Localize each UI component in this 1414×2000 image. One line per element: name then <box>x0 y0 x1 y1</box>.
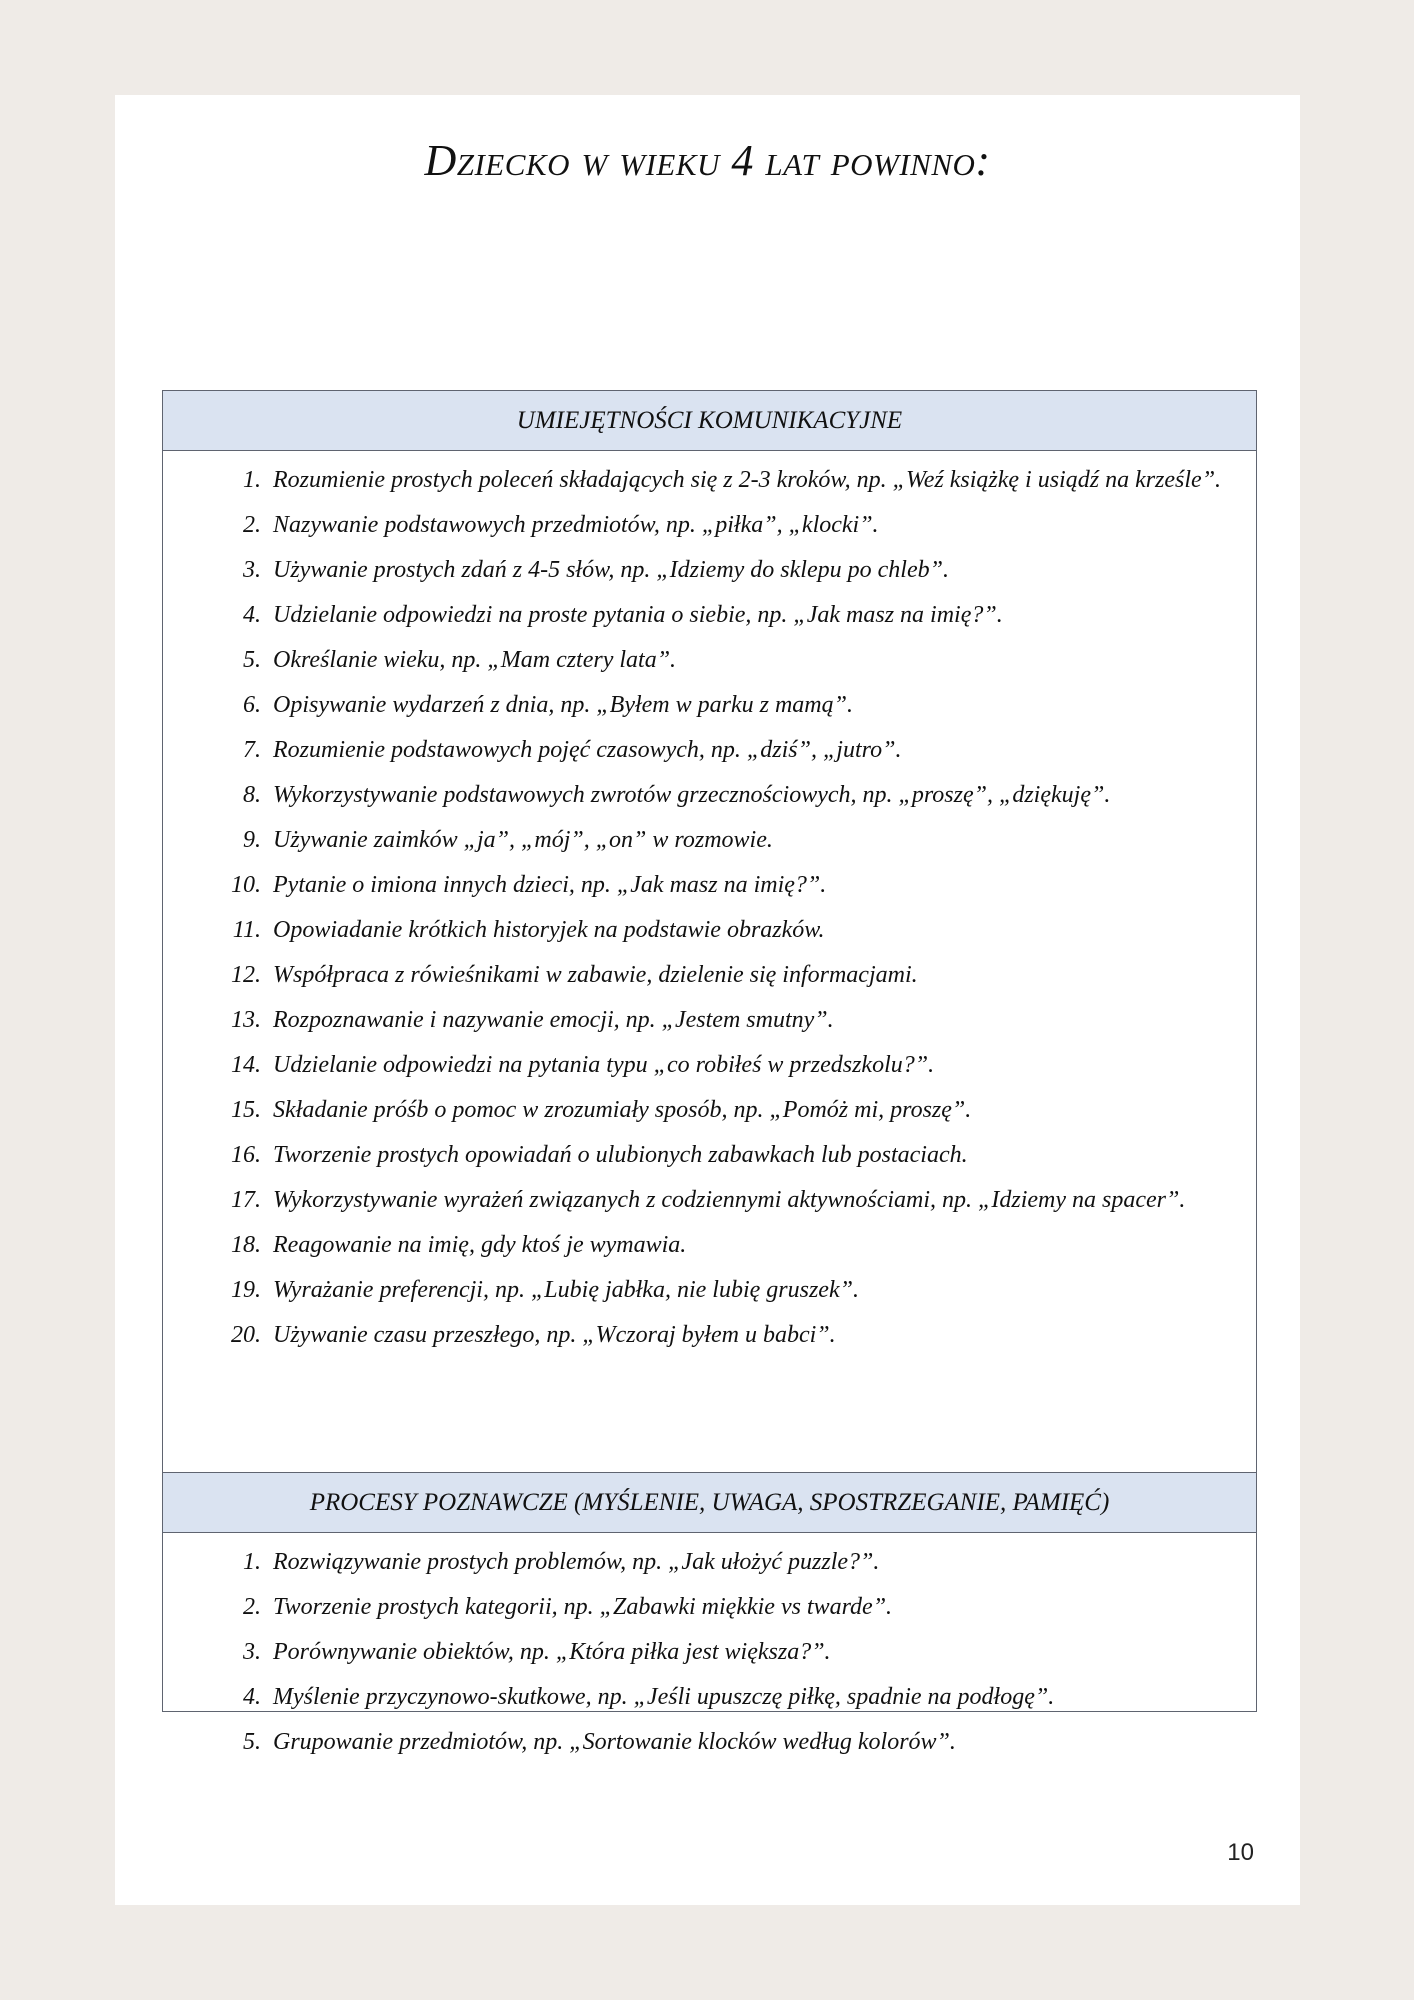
item-text: Wyrażanie preferencji, np. „Lubię jabłka, nie lubię gruszek”. <box>273 1277 859 1303</box>
item-number: 18. <box>231 1232 261 1258</box>
list-item <box>219 735 1226 765</box>
item-number: 20. <box>231 1322 261 1348</box>
list-item <box>219 1637 1226 1667</box>
item-number: 2. <box>243 512 261 538</box>
list-item <box>219 1005 1226 1035</box>
item-text: Rozwiązywanie prostych problemów, np. „Jak ułożyć puzzle?”. <box>273 1549 880 1575</box>
item-number: 15. <box>231 1097 261 1123</box>
item-number: 11. <box>232 917 261 943</box>
item-number: 14. <box>231 1052 261 1078</box>
item-text: Myślenie przyczynowo-skutkowe, np. „Jeśli upuszczę piłkę, spadnie na podłogę”. <box>273 1684 1055 1710</box>
list-item <box>219 1275 1226 1305</box>
item-text: Porównywanie obiektów, np. „Która piłka jest większa?”. <box>273 1639 831 1665</box>
page-number: 10 <box>1227 1839 1254 1866</box>
item-number: 8. <box>243 782 261 808</box>
list-item <box>219 645 1226 675</box>
item-number: 16. <box>231 1142 261 1168</box>
item-number: 5. <box>243 1729 261 1755</box>
item-text: Reagowanie na imię, gdy ktoś je wymawia. <box>273 1232 687 1258</box>
list-item <box>219 1095 1226 1125</box>
section-heading: PROCESY POZNAWCZE (MYŚLENIE, UWAGA, SPOSTRZEGANIE, PAMIĘĆ) <box>163 1473 1256 1533</box>
list-item <box>219 555 1226 585</box>
item-text: Tworzenie prostych opowiadań o ulubionych zabawkach lub postaciach. <box>273 1142 968 1168</box>
section-communication <box>162 390 1257 1473</box>
item-number: 3. <box>243 1639 261 1665</box>
item-text: Rozumienie podstawowych pojęć czasowych, np. „dziś”, „jutro”. <box>273 737 902 763</box>
item-number: 2. <box>243 1594 261 1620</box>
item-number: 12. <box>231 962 261 988</box>
item-number: 5. <box>243 647 261 673</box>
list-item <box>219 1050 1226 1080</box>
item-text: Tworzenie prostych kategorii, np. „Zabawki miękkie vs twarde”. <box>273 1594 893 1620</box>
item-text: Nazywanie podstawowych przedmiotów, np. „piłka”, „klocki”. <box>273 512 879 538</box>
item-text: Udzielanie odpowiedzi na proste pytania o siebie, np. „Jak masz na imię?”. <box>273 602 1003 628</box>
list-item <box>219 825 1226 855</box>
item-text: Udzielanie odpowiedzi na pytania typu „co robiłeś w przedszkolu?”. <box>273 1052 935 1078</box>
list-item <box>219 1682 1226 1712</box>
list-item <box>219 1320 1226 1350</box>
list-item <box>219 510 1226 540</box>
item-number: 1. <box>243 1549 261 1575</box>
item-number: 4. <box>243 602 261 628</box>
item-number: 9. <box>243 827 261 853</box>
list-item <box>219 780 1226 810</box>
item-text: Opisywanie wydarzeń z dnia, np. „Byłem w parku z mamą”. <box>273 692 853 718</box>
item-number: 3. <box>243 557 261 583</box>
item-number: 10. <box>231 872 261 898</box>
list-item <box>219 1727 1226 1757</box>
item-number: 7. <box>243 737 261 763</box>
item-number: 17. <box>231 1187 261 1213</box>
list-item <box>219 1185 1226 1215</box>
item-list <box>163 451 1256 1350</box>
list-item <box>219 1547 1226 1577</box>
item-text: Używanie prostych zdań z 4-5 słów, np. „Idziemy do sklepu po chleb”. <box>273 557 949 583</box>
item-number: 19. <box>231 1277 261 1303</box>
list-item <box>219 915 1226 945</box>
item-list <box>163 1533 1256 1757</box>
item-text: Używanie czasu przeszłego, np. „Wczoraj byłem u babci”. <box>273 1322 836 1348</box>
item-text: Pytanie o imiona innych dzieci, np. „Jak masz na imię?”. <box>273 872 827 898</box>
item-number: 13. <box>231 1007 261 1033</box>
list-item <box>219 600 1226 630</box>
item-number: 4. <box>243 1684 261 1710</box>
document-page <box>115 95 1300 1905</box>
section-cognitive <box>162 1472 1257 1755</box>
list-item <box>219 1230 1226 1260</box>
item-text: Składanie próśb o pomoc w zrozumiały sposób, np. „Pomóż mi, proszę”. <box>273 1097 972 1123</box>
item-text: Współpraca z rówieśnikami w zabawie, dzielenie się informacjami. <box>273 962 918 988</box>
list-item <box>219 690 1226 720</box>
item-text: Wykorzystywanie wyrażeń związanych z codziennymi aktywnościami, np. „Idziemy na spacer”. <box>273 1187 1186 1213</box>
page-title: Dziecko w wieku 4 lat powinno: <box>424 136 991 185</box>
item-text: Grupowanie przedmiotów, np. „Sortowanie klocków według kolorów”. <box>273 1729 956 1755</box>
list-item <box>219 465 1226 495</box>
item-text: Opowiadanie krótkich historyjek na podstawie obrazków. <box>273 917 825 943</box>
item-text: Używanie zaimków „ja”, „mój”, „on” w rozmowie. <box>273 827 773 853</box>
item-text: Wykorzystywanie podstawowych zwrotów grzecznościowych, np. „proszę”, „dziękuję”. <box>273 782 1111 808</box>
section-heading: UMIEJĘTNOŚCI KOMUNIKACYJNE <box>163 391 1256 451</box>
item-text: Rozpoznawanie i nazywanie emocji, np. „Jestem smutny”. <box>273 1007 834 1033</box>
item-number: 6. <box>243 692 261 718</box>
list-item <box>219 960 1226 990</box>
item-text: Określanie wieku, np. „Mam cztery lata”. <box>273 647 677 673</box>
item-text: Rozumienie prostych poleceń składających się z 2-3 kroków, np. „Weź książkę i usiądź na krześle”. <box>273 467 1222 493</box>
item-number: 1. <box>243 467 261 493</box>
list-item <box>219 870 1226 900</box>
list-item <box>219 1592 1226 1622</box>
list-item <box>219 1140 1226 1170</box>
